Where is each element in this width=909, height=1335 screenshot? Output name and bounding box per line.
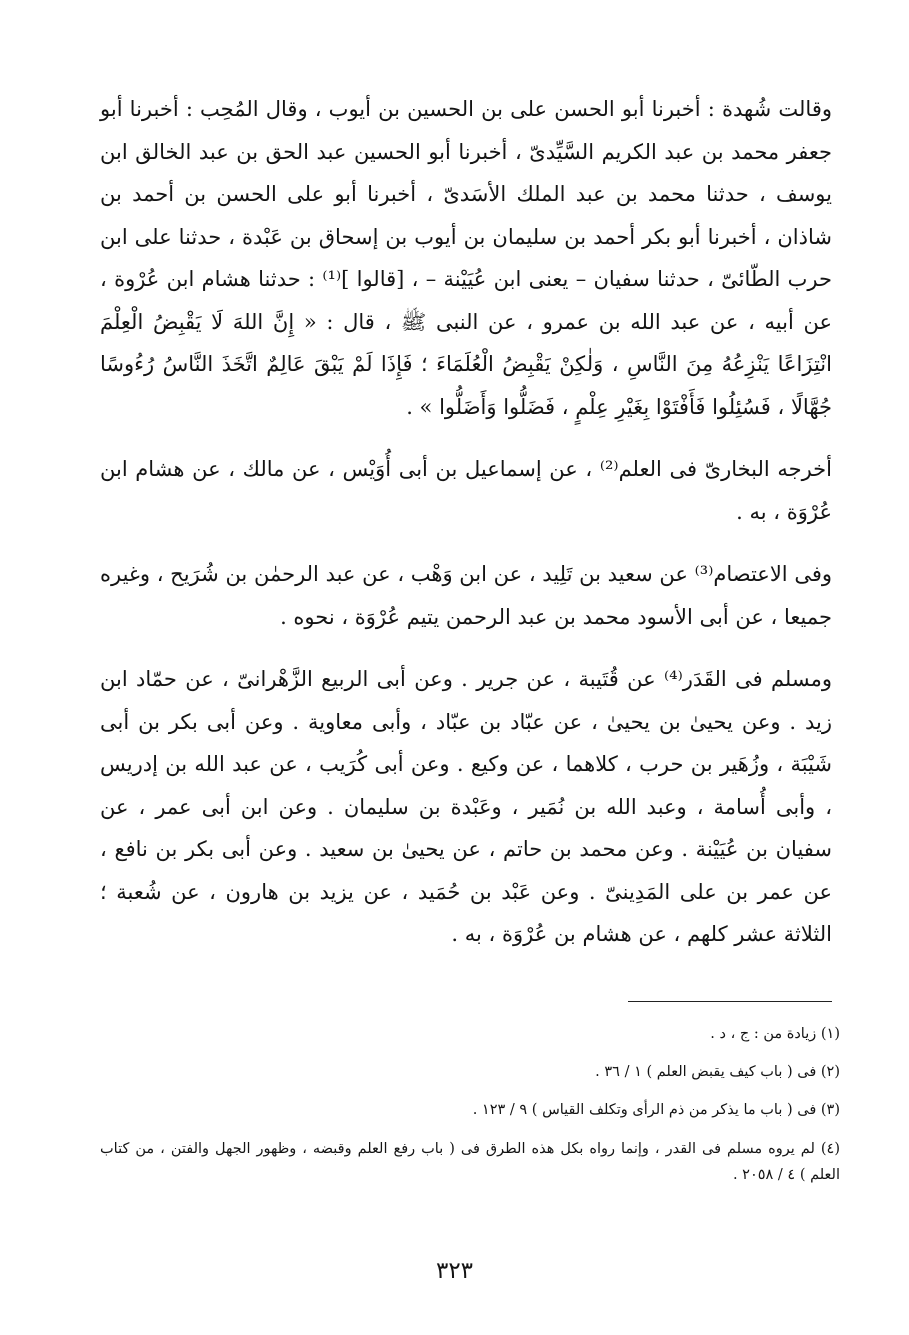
footnote-separator: [628, 1001, 832, 1002]
footnote-2: (٢) فى ( باب كيف يقبض العلم ) ١ / ٣٦ .: [595, 1064, 840, 1080]
paragraph-muslim: ومسلم فى القَدَر⁽⁴⁾ عن قُتَيبة ، عن جرير . وعن أبى الربيع الزَّهْرانىّ ، عن حمّاد ابن زيد . وعن يحيىٰ بن يحيىٰ ، عن عبّاد بن عبّاد ، وأبى معاوية . وعن أبى بكر بن أبى شَيْبَة ، وزُهَير بن حرب ، كلاهما ، عن وكيع . وعن أبى كُرَيب ، عن عبد الله بن إدريس ، وأبى أُسامة ، وعبد الله بن نُمَير ، وعَبْدة بن سليمان . وعن ابن أبى عمر ، عن سفيان بن عُيَيْنة . وعن محمد بن حاتم ، عن يحيىٰ بن سعيد . وعن أبى بكر بن نافع ، عن عمر بن على المَدِينىّ . وعن عَبْد بن حُمَيد ، عن يزيد بن هارون ، عن شُعبة ؛ الثلاثة عشر كلهم ، عن هشام بن عُرْوَة ، به .: [100, 667, 833, 946]
paragraph-itisam: وفى الاعتصام⁽³⁾ عن سعيد بن تَلِيد ، عن ابن وَهْب ، عن عبد الرحمٰن بن شُرَيح ، وغيره جميعا ، عن أبى الأسود محمد بن عبد الرحمن يتيم عُرْوَة ، نحوه .: [100, 562, 832, 629]
footnote-3: (٣) فى ( باب ما يذكر من ذم الرأى وتكلف القياس ) ٩ / ١٢٣ .: [472, 1102, 840, 1118]
footnote-4: (٤) لم يروه مسلم فى القدر ، وإنما رواه بكل هذه الطرق فى ( باب رفع العلم وقبضه ، وظهور الجهل والفتن ، من كتاب العلم ) ٤ / ٢٠٥٨ .: [100, 1141, 840, 1183]
footnote-1: (١) زيادة من : ج ، د .: [710, 1026, 840, 1042]
paragraph-isnad: وقالت شُهدة : أخبرنا أبو الحسن على بن الحسين بن أيوب ، وقال المُحِب : أخبرنا أبو جعفر محمد بن عبد الكريم السَّيِّدىّ ، أخبرنا أبو الحسين عبد الحق بن عبد الخالق ابن يوسف ، حدثنا محمد بن عبد الملك الأسَدىّ ، أخبرنا أبو على الحسن بن أحمد بن شاذان ، أخبرنا أبو بكر أحمد بن سليمان بن أيوب بن إسحاق بن عَبْدة ، حدثنا على ابن حرب الطّائىّ ، حدثنا سفيان – يعنى ابن عُيَيْنة – ، [قالوا ]⁽¹⁾ : حدثنا هشام ابن عُرْوة ، عن أبيه ، عن عبد الله بن عمرو ، عن النبى ﷺ ، قال : « إِنَّ اللهَ لَا يَقْبِضُ الْعِلْمَ انْتِزَاعًا يَنْزِعُهُ مِنَ النَّاسِ ، وَلٰكِنْ يَقْبِضُ الْعُلَمَاءَ ؛ فَإِذَا لَمْ يَبْقَ عَالِمٌ اتَّخَذَ النَّاسُ رُءُوسًا جُهَّالًا ، فَسُئِلُوا فَأَفْتَوْا بِغَيْرِ عِلْمٍ ، فَضَلُّوا وَأَضَلُّوا » .: [100, 97, 832, 419]
page-number: ٣٢٣: [435, 1258, 474, 1284]
paragraph-bukhari: أخرجه البخارىّ فى العلم⁽²⁾ ، عن إسماعيل بن أبى أُوَيْس ، عن مالك ، عن هشام ابن عُرْوَة ، به .: [100, 457, 832, 524]
footnotes: [100, 1022, 840, 1202]
main-text: [100, 88, 832, 956]
